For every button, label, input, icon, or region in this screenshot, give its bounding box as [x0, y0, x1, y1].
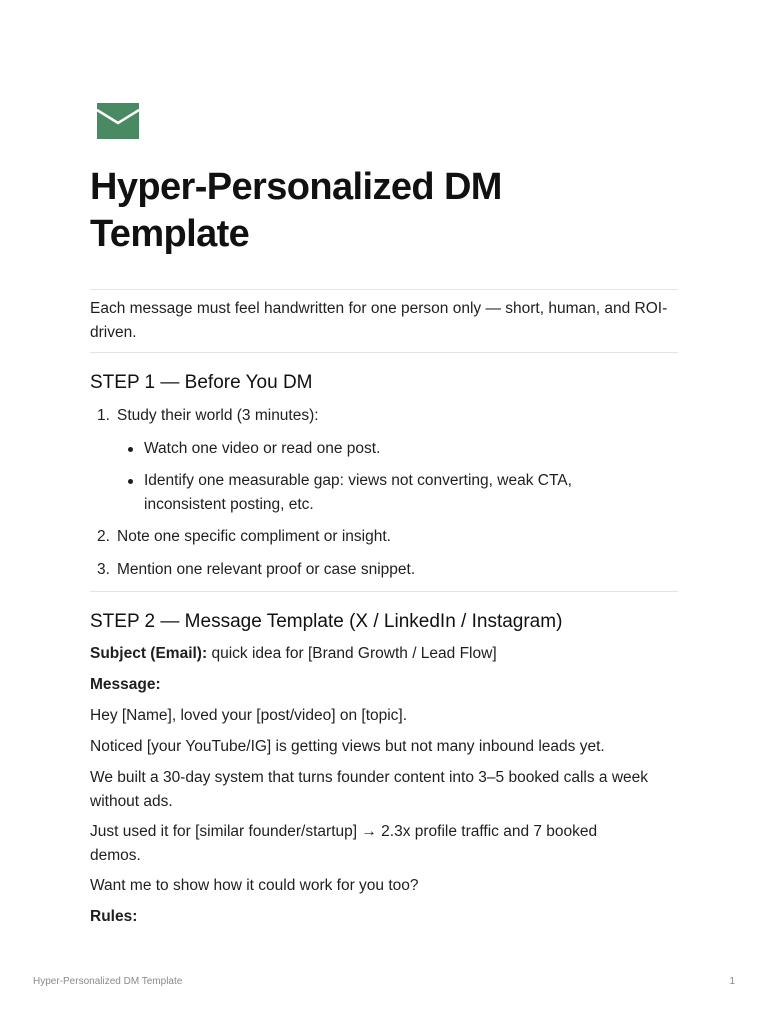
list-item-text: Mention one relevant proof or case snippet.	[117, 561, 416, 578]
divider	[90, 591, 678, 592]
divider	[90, 352, 678, 353]
list-item	[0, 404, 768, 428]
list-item	[0, 525, 768, 549]
sub-list-item	[0, 437, 768, 461]
message-line: Noticed [your YouTube/IG] is getting views but not many inbound leads yet.	[90, 738, 605, 755]
list-item-text: Study their world (3 minutes):	[117, 407, 319, 424]
message-line: Hey [Name], loved your [post/video] on [topic].	[90, 707, 408, 724]
subject-label: Subject (Email):	[90, 645, 208, 662]
list-item	[0, 558, 768, 582]
envelope-icon	[97, 103, 139, 139]
sub-list-item	[0, 469, 768, 517]
bullet-dot	[128, 447, 133, 452]
footer-document-name: Hyper-Personalized DM Template	[33, 976, 183, 987]
message-line: Just used it for [similar founder/startup] → 2.3x profile traffic and 7 booked demos.	[90, 823, 598, 864]
bullet-dot	[128, 479, 133, 484]
subject-value: quick idea for [Brand Growth / Lead Flow]	[211, 645, 497, 662]
sub-list-item-text: Watch one video or read one post.	[144, 440, 381, 457]
subject-line	[90, 642, 678, 666]
footer-page-number: 1	[729, 976, 735, 987]
intro-paragraph: Each message must feel handwritten for one person only — short, human, and ROI-driven.	[90, 300, 668, 341]
step1-heading: STEP 1 — Before You DM	[90, 372, 313, 393]
message-line: Want me to show how it could work for you too?	[90, 877, 419, 894]
rules-label: Rules:	[90, 908, 138, 925]
step2-heading: STEP 2 — Message Template (X / LinkedIn / Instagram)	[90, 611, 563, 632]
message-label: Message:	[90, 676, 161, 693]
list-item-text: Note one specific compliment or insight.	[117, 528, 391, 545]
divider	[90, 289, 678, 290]
list-number: 3.	[97, 561, 110, 578]
list-number: 1.	[97, 407, 110, 424]
sub-list-item-text: Identify one measurable gap: views not converting, weak CTA, inconsistent posting, etc.	[144, 472, 572, 513]
page-title: Hyper-Personalized DM Template	[90, 166, 502, 255]
list-number: 2.	[97, 528, 110, 545]
message-line: We built a 30-day system that turns founder content into 3–5 booked calls a week without ads.	[90, 769, 649, 810]
